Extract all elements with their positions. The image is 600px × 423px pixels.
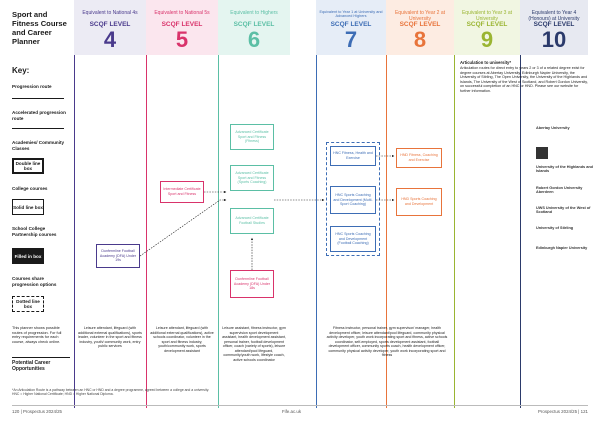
scqf-label: SCQF LEVEL <box>233 21 275 28</box>
key-college-courses: College courses <box>12 186 48 191</box>
scqf-label: SCQF LEVEL <box>161 21 203 28</box>
page-number-left: 120 <box>12 409 20 414</box>
careers-level-7-8: Fitness instructor, personal trainer, gym supervisor/ manager, health development officer, leisure attendant/pool lifeguard, community physical activity developer, youth work incorporating sport and fitness, active schools coordinator, self-employed, sports development assistant, football development officer, community sports coach, health development officer, community physical activity developer, youth work incorporating sport and fitness <box>326 326 448 357</box>
logo-rgu: Robert Gordon University Aberdeen <box>536 186 583 194</box>
key-academies-label: Academies/ Community Classes <box>12 140 65 151</box>
key-school-partnership: School College Partnership courses <box>12 226 57 237</box>
shared-progression-group <box>326 142 380 256</box>
key-progression-line <box>12 98 64 99</box>
course-hnd-fitness[interactable]: HND Fitness, Coaching and Exercise <box>396 148 442 168</box>
scqf-label: SCQF LEVEL <box>399 21 441 28</box>
scqf-level-number: 6 <box>247 27 261 52</box>
careers-level-6: Leisure assistant, fitness instructor, gym supervision sport development assistant, health development assistant, personal trainer, football development officer, coach (variety of sports), leisure attendant/pool lifeguard, community/youth work, lifestyle coach, active schools coordinator <box>222 326 286 362</box>
articulation-body: Articulation routes for direct entry to years 2 or 3 of a related degree exist for degree courses at Abertay University, Edinburgh Napier University, the University of Stirling, The Open University, the University of the Highlands and Islands, The University of the West of Scotland, and Robert Gordon University, on successful completion of an HNC or HND. Please see our website for further information. <box>460 66 588 93</box>
logo-edinburgh-napier: Edinburgh Napier University <box>536 246 588 250</box>
column-rule <box>454 55 455 408</box>
column-heading: Equivalent to Year 2 at University <box>394 10 446 22</box>
footer-left: 120 | Prospectus 2024/25 <box>12 409 62 414</box>
key-double-box: Double line box <box>12 158 44 174</box>
footnote-abbreviations: HNC = Higher National Certificate; HND = Higher National Diploma. <box>12 392 114 397</box>
key-progression-route: Progression route <box>12 84 52 89</box>
logo-stirling: University of Stirling <box>536 226 574 230</box>
scqf-level-number: 4 <box>103 27 117 52</box>
column-rule <box>520 55 521 408</box>
scqf-level-number: 10 <box>541 27 567 52</box>
page-number-right: 121 <box>580 409 588 414</box>
footer-right: Prospectus 2024/25 | 121 <box>538 409 588 414</box>
course-hnc-fitness[interactable]: HNC Fitness, Health and Exercise <box>330 146 376 166</box>
footer-divider <box>12 405 588 406</box>
scqf-level-number: 5 <box>175 27 189 52</box>
column-heading: Equivalent to National 5s <box>154 10 210 16</box>
key-dotted-box: Dotted line box <box>12 296 44 312</box>
column-rule <box>74 55 75 408</box>
logo-uws: UWS University of the West of Scotland <box>536 206 591 214</box>
course-adv-cert-coaching[interactable]: Advanced Certificate Sport and Fitness (Sports Coaching) <box>230 165 274 191</box>
column-heading: Equivalent to Year 1 at University and Advanced Highers <box>319 10 383 19</box>
careers-level-5: Leisure attendant, lifeguard (with additional external qualifications), active schools coordinator, volunteer in the sport and fitness industry, youth/community work, sports development assistant <box>150 326 214 353</box>
logo-uhi: University of the Highlands and Islands <box>536 165 593 173</box>
course-adv-cert-football[interactable]: Advanced Certificate Football Studies <box>230 208 274 234</box>
key-solid-box: Solid line box <box>12 199 44 215</box>
scqf-level-number: 8 <box>413 27 427 52</box>
key-title: Key: <box>12 66 30 75</box>
logo-open-university <box>536 147 548 159</box>
course-hnc-football-coaching[interactable]: HNC Sports Coaching and Development (Football Coaching) <box>330 226 376 252</box>
scqf-label: SCQF LEVEL <box>533 21 575 28</box>
careers-heading: Potential Career Opportunities <box>12 357 70 372</box>
scqf-label: SCQF LEVEL <box>466 21 508 28</box>
key-accelerated-line <box>12 128 64 129</box>
scqf-level-number: 9 <box>480 27 494 52</box>
footnote-articulation: *An Articulation Route is a pathway between an HNC or HND and a degree programme, agreed between a college and a university. <box>12 388 210 392</box>
footnote <box>12 388 209 397</box>
scqf-label: SCQF LEVEL <box>89 21 131 28</box>
footer-left-text: Prospectus 2024/25 <box>22 409 62 414</box>
careers-level-4: Leisure attendant, lifeguard (with additional external qualifications), sports leader, volunteer in the sport and fitness industry, youth/ community work, entry public services <box>78 326 142 348</box>
footer-website-link[interactable]: Fife.ac.uk <box>282 409 302 414</box>
column-heading: Equivalent to Year 4 (Honours) at University <box>528 10 580 22</box>
column-heading: Equivalent to Highers <box>230 10 278 16</box>
articulation-heading: Articulation to university* <box>460 60 511 65</box>
key-filled-box: Filled in box <box>12 248 44 264</box>
course-dunfermline-u19[interactable]: Dunfermline Football Academy (DFA) Under 19s <box>96 244 140 268</box>
column-heading: Equivalent to National 4s <box>82 10 138 16</box>
course-intermediate-certificate[interactable]: Intermediate Certificate Sport and Fitness <box>160 181 204 203</box>
page-title: Sport and Fitness Course and Career Planner <box>12 10 67 46</box>
column-rule <box>146 55 147 408</box>
key-accelerated-route: Accelerated progression route <box>12 110 66 121</box>
course-adv-cert-fitness[interactable]: Advanced Certificate Sport and Fitness (Fitness) <box>230 124 274 150</box>
logo-abertay: Abertay University <box>536 126 570 130</box>
scqf-label: SCQF LEVEL <box>330 21 372 28</box>
key-shared-options: Courses share progression options <box>12 276 57 287</box>
column-heading: Equivalent to Year 3 at University <box>461 10 513 22</box>
column-rule <box>218 55 219 408</box>
column-rule <box>316 55 317 408</box>
course-hnc-sports-coaching[interactable]: HNC Sports Coaching and Development (Multi-Sport Coaching) <box>330 186 376 214</box>
course-hnd-sports-coaching[interactable]: HND Sports Coaching and Development <box>396 188 442 216</box>
planner-note: This planner shows possible routes of progression. For full entry requirements for each course, always check online. <box>12 326 62 344</box>
footer-right-text: Prospectus 2024/25 <box>538 409 578 414</box>
course-dunfermline-u18[interactable]: Dunfermline Football Academy (DFA) Under 18s <box>230 270 274 298</box>
scqf-level-number: 7 <box>344 27 358 52</box>
